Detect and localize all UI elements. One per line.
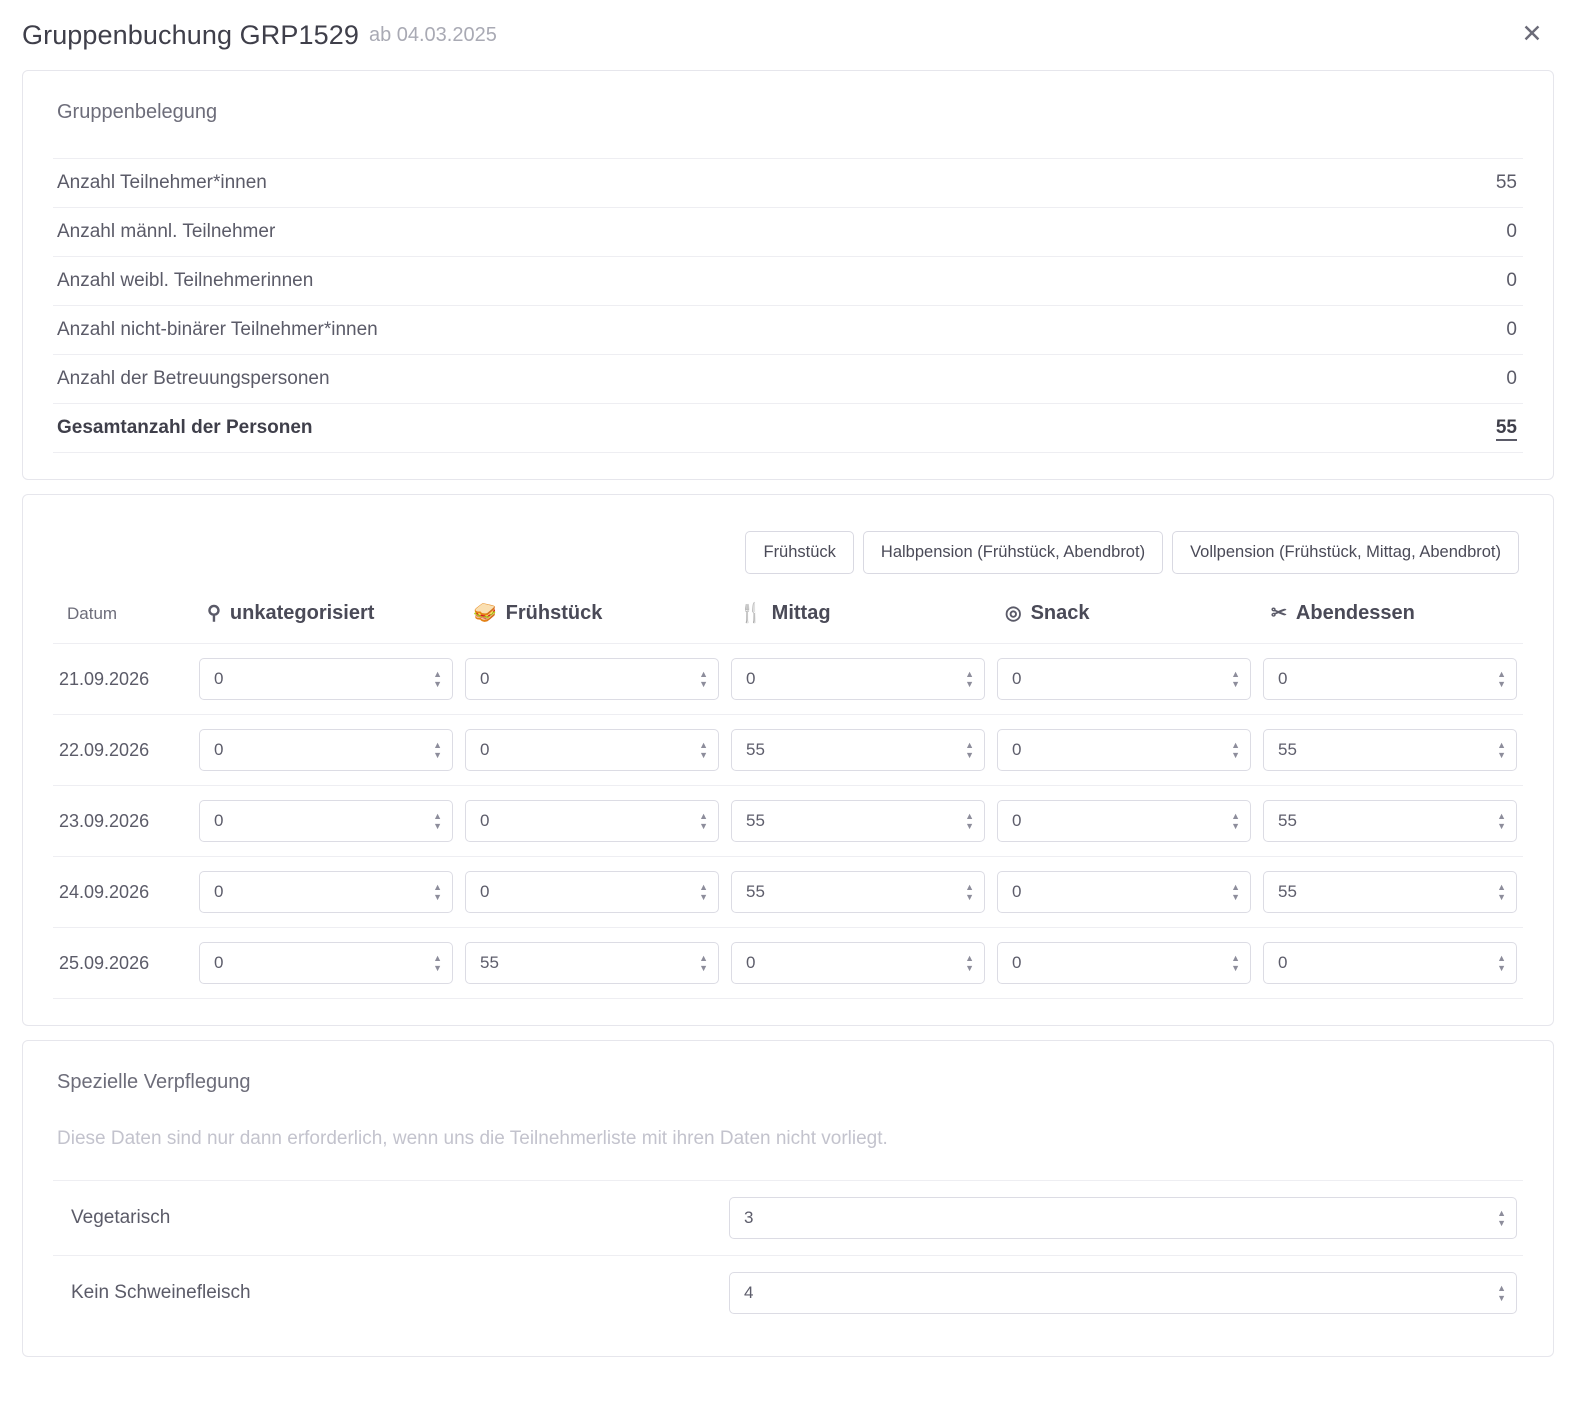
meal-input-2-1[interactable] (465, 800, 719, 842)
occupancy-row (53, 208, 1523, 257)
meal-input-2-4-stepper[interactable] (1497, 812, 1506, 830)
meal-input-3-1[interactable] (465, 871, 719, 913)
chevron-up-icon[interactable]: ▲ (1497, 1283, 1506, 1293)
special-catering-value-cell (723, 1181, 1523, 1256)
chevron-down-icon[interactable]: ▼ (1231, 821, 1240, 831)
meal-cell (459, 715, 725, 786)
meal-cell (991, 786, 1257, 857)
meal-input-3-0[interactable] (199, 871, 453, 913)
meal-input-0-2-input[interactable] (732, 659, 984, 699)
meal-input-3-0-input[interactable] (200, 872, 452, 912)
chevron-down-icon[interactable]: ▼ (699, 963, 708, 973)
chevron-down-icon[interactable]: ▼ (433, 821, 442, 831)
meal-input-1-0-input[interactable] (200, 730, 452, 770)
special-input-1[interactable] (729, 1272, 1517, 1314)
meal-input-0-0-stepper[interactable] (433, 670, 442, 688)
meal-cell (725, 786, 991, 857)
occupancy-row-value: 0 (1396, 306, 1523, 355)
meal-input-2-3[interactable] (997, 800, 1251, 842)
meal-input-2-0-input[interactable] (200, 801, 452, 841)
meal-input-3-3-stepper[interactable] (1231, 883, 1240, 901)
meal-input-1-3-input[interactable] (998, 730, 1250, 770)
meal-input-2-0-stepper[interactable] (433, 812, 442, 830)
column-header-abendessen (1257, 602, 1523, 644)
chevron-down-icon[interactable]: ▼ (1231, 963, 1240, 973)
occupancy-total-row (53, 404, 1523, 453)
chevron-up-icon[interactable]: ▲ (699, 669, 708, 679)
meal-input-3-4-input[interactable] (1264, 872, 1516, 912)
chevron-up-icon[interactable]: ▲ (433, 882, 442, 892)
chevron-down-icon[interactable]: ▼ (965, 750, 974, 760)
meal-cell (193, 786, 459, 857)
meal-input-0-0[interactable] (199, 658, 453, 700)
meal-input-4-0-input[interactable] (200, 943, 452, 983)
table-row (53, 644, 1523, 715)
meal-row-date: 24.09.2026 (53, 857, 193, 928)
meal-cell (1257, 786, 1523, 857)
meal-input-4-4-stepper[interactable] (1497, 954, 1506, 972)
meal-input-0-0-input[interactable] (200, 659, 452, 699)
meal-plan-table (53, 602, 1523, 999)
special-catering-card (22, 1040, 1554, 1357)
meal-cell (1257, 715, 1523, 786)
meal-input-4-0[interactable] (199, 942, 453, 984)
pension-button-fruehstueck[interactable]: Frühstück (745, 531, 853, 574)
meal-input-3-3-input[interactable] (998, 872, 1250, 912)
meal-input-2-3-input[interactable] (998, 801, 1250, 841)
meal-input-3-2-input[interactable] (732, 872, 984, 912)
meal-input-0-1[interactable] (465, 658, 719, 700)
meal-cell (193, 857, 459, 928)
occupancy-row (53, 257, 1523, 306)
chevron-down-icon[interactable]: ▼ (1231, 892, 1240, 902)
chevron-up-icon[interactable]: ▲ (1497, 882, 1506, 892)
meal-cell (991, 857, 1257, 928)
chevron-down-icon[interactable]: ▼ (965, 963, 974, 973)
chevron-up-icon[interactable]: ▲ (1231, 811, 1240, 821)
meal-input-2-2-stepper[interactable] (965, 812, 974, 830)
special-catering-label: Kein Schweinefleisch (53, 1256, 723, 1331)
meal-input-2-1-stepper[interactable] (699, 812, 708, 830)
chevron-down-icon[interactable]: ▼ (1497, 963, 1506, 973)
meal-input-0-2-stepper[interactable] (965, 670, 974, 688)
meal-input-0-4-stepper[interactable] (1497, 670, 1506, 688)
chevron-up-icon[interactable]: ▲ (1497, 811, 1506, 821)
meal-input-1-3[interactable] (997, 729, 1251, 771)
meal-input-1-4[interactable] (1263, 729, 1517, 771)
column-header-fruehstueck (459, 602, 725, 644)
chevron-up-icon[interactable]: ▲ (433, 740, 442, 750)
chevron-up-icon[interactable]: ▲ (965, 669, 974, 679)
meal-input-3-4-stepper[interactable] (1497, 883, 1506, 901)
meal-input-0-1-stepper[interactable] (699, 670, 708, 688)
special-catering-label: Vegetarisch (53, 1181, 723, 1256)
meal-cell (1257, 857, 1523, 928)
meal-input-1-1-input[interactable] (466, 730, 718, 770)
special-catering-note: Diese Daten sind nur dann erforderlich, wenn uns die Teilnehmerliste mit ihren Daten nicht vorliegt. (57, 1128, 888, 1149)
special-input-0-input[interactable] (730, 1198, 1516, 1238)
meal-input-0-4[interactable] (1263, 658, 1517, 700)
meal-input-1-0-stepper[interactable] (433, 741, 442, 759)
chevron-down-icon[interactable]: ▼ (965, 821, 974, 831)
meal-cell (725, 644, 991, 715)
pension-button-halbpension[interactable]: Halbpension (Frühstück, Abendbrot) (863, 531, 1163, 574)
chevron-up-icon[interactable]: ▲ (965, 811, 974, 821)
meal-input-1-2[interactable] (731, 729, 985, 771)
meal-input-4-4[interactable] (1263, 942, 1517, 984)
table-row (53, 786, 1523, 857)
chevron-up-icon[interactable]: ▲ (699, 882, 708, 892)
meal-input-4-0-stepper[interactable] (433, 954, 442, 972)
breakfast-icon: 🥪 (473, 603, 497, 624)
chevron-down-icon[interactable]: ▼ (965, 679, 974, 689)
meal-cell (1257, 928, 1523, 999)
chevron-up-icon[interactable]: ▲ (699, 811, 708, 821)
occupancy-row (53, 159, 1523, 208)
meal-input-0-1-input[interactable] (466, 659, 718, 699)
meal-input-3-4[interactable] (1263, 871, 1517, 913)
column-header-label: Mittag (771, 602, 831, 624)
meal-input-4-1-stepper[interactable] (699, 954, 708, 972)
special-input-0[interactable] (729, 1197, 1517, 1239)
special-catering-row (53, 1256, 1523, 1331)
meal-input-4-3-stepper[interactable] (1231, 954, 1240, 972)
meal-input-0-2[interactable] (731, 658, 985, 700)
chevron-up-icon[interactable]: ▲ (1497, 953, 1506, 963)
chevron-up-icon[interactable]: ▲ (433, 811, 442, 821)
chevron-up-icon[interactable]: ▲ (433, 953, 442, 963)
meal-cell (1257, 644, 1523, 715)
meal-input-2-1-input[interactable] (466, 801, 718, 841)
chevron-down-icon[interactable]: ▼ (699, 892, 708, 902)
table-row (53, 715, 1523, 786)
chevron-down-icon[interactable]: ▼ (433, 963, 442, 973)
chevron-down-icon[interactable]: ▼ (699, 750, 708, 760)
chevron-up-icon[interactable]: ▲ (1231, 740, 1240, 750)
meal-input-0-4-input[interactable] (1264, 659, 1516, 699)
chevron-up-icon[interactable]: ▲ (699, 953, 708, 963)
occupancy-row-value: 55 (1396, 159, 1523, 208)
meal-row-date: 21.09.2026 (53, 644, 193, 715)
chevron-down-icon[interactable]: ▼ (1231, 750, 1240, 760)
meal-input-4-2-input[interactable] (732, 943, 984, 983)
page-subtitle: ab 04.03.2025 (368, 23, 497, 46)
chevron-up-icon[interactable]: ▲ (965, 740, 974, 750)
chevron-down-icon[interactable]: ▼ (1231, 679, 1240, 689)
chevron-down-icon[interactable]: ▼ (433, 679, 442, 689)
meal-cell (725, 928, 991, 999)
occupancy-table (53, 158, 1523, 453)
special-catering-row (53, 1181, 1523, 1256)
chevron-up-icon[interactable]: ▲ (699, 740, 708, 750)
meal-cell (193, 928, 459, 999)
snack-icon: ◎ (1005, 603, 1022, 624)
occupancy-total-number: 55 (1496, 417, 1517, 441)
meal-cell (459, 786, 725, 857)
special-input-1-input[interactable] (730, 1273, 1516, 1313)
meal-input-1-2-stepper[interactable] (965, 741, 974, 759)
occupancy-row-label: Anzahl der Betreuungspersonen (53, 355, 1396, 404)
close-icon[interactable]: ✕ (1516, 18, 1548, 50)
chevron-down-icon[interactable]: ▼ (1497, 892, 1506, 902)
page-title: Gruppenbuchung GRP1529 (22, 19, 359, 50)
column-header-unkategorisiert (193, 602, 459, 644)
meal-input-1-4-input[interactable] (1264, 730, 1516, 770)
meal-input-4-1[interactable] (465, 942, 719, 984)
chevron-down-icon[interactable]: ▼ (433, 892, 442, 902)
lunch-icon: 🍴 (739, 603, 763, 624)
meal-input-0-3[interactable] (997, 658, 1251, 700)
chevron-up-icon[interactable]: ▲ (1231, 882, 1240, 892)
occupancy-row (53, 355, 1523, 404)
pension-button-group (53, 531, 1519, 574)
special-catering-value-cell (723, 1256, 1523, 1331)
chevron-up-icon[interactable]: ▲ (1231, 669, 1240, 679)
meal-cell (193, 644, 459, 715)
meal-row-date: 23.09.2026 (53, 786, 193, 857)
dinner-icon: ✂ (1271, 603, 1287, 624)
meal-input-1-1-stepper[interactable] (699, 741, 708, 759)
meal-input-2-4[interactable] (1263, 800, 1517, 842)
occupancy-row-value: 0 (1396, 257, 1523, 306)
meal-input-2-4-input[interactable] (1264, 801, 1516, 841)
meal-plan-card (22, 494, 1554, 1026)
meal-input-4-4-input[interactable] (1264, 943, 1516, 983)
column-header-snack (991, 602, 1257, 644)
chevron-up-icon[interactable]: ▲ (965, 882, 974, 892)
occupancy-row-label: Anzahl männl. Teilnehmer (53, 208, 1396, 257)
chevron-down-icon[interactable]: ▼ (699, 821, 708, 831)
chevron-down-icon[interactable]: ▼ (699, 679, 708, 689)
meal-input-4-3[interactable] (997, 942, 1251, 984)
meal-cell (991, 715, 1257, 786)
special-catering-heading: Spezielle Verpflegung (57, 1071, 251, 1093)
chevron-down-icon[interactable]: ▼ (1497, 679, 1506, 689)
meal-row-date: 22.09.2026 (53, 715, 193, 786)
occupancy-row (53, 306, 1523, 355)
meal-cell (459, 857, 725, 928)
chevron-up-icon[interactable]: ▲ (965, 953, 974, 963)
meal-input-3-3[interactable] (997, 871, 1251, 913)
meal-input-4-2[interactable] (731, 942, 985, 984)
meal-input-4-3-input[interactable] (998, 943, 1250, 983)
meal-input-2-3-stepper[interactable] (1231, 812, 1240, 830)
meal-input-3-2[interactable] (731, 871, 985, 913)
pension-button-vollpension[interactable]: Vollpension (Frühstück, Mittag, Abendbrot) (1172, 531, 1519, 574)
chevron-down-icon[interactable]: ▼ (1497, 1218, 1506, 1228)
chevron-down-icon[interactable]: ▼ (1497, 750, 1506, 760)
meal-input-3-1-stepper[interactable] (699, 883, 708, 901)
occupancy-total-value (1396, 404, 1523, 453)
occupancy-row-label: Anzahl nicht-binärer Teilnehmer*innen (53, 306, 1396, 355)
meal-cell (459, 928, 725, 999)
column-header-label: Frühstück (505, 602, 603, 624)
meal-input-3-2-stepper[interactable] (965, 883, 974, 901)
special-input-0-stepper[interactable] (1497, 1209, 1506, 1227)
meal-input-3-0-stepper[interactable] (433, 883, 442, 901)
occupancy-card (22, 70, 1554, 480)
meal-input-2-2-input[interactable] (732, 801, 984, 841)
occupancy-row-label: Anzahl Teilnehmer*innen (53, 159, 1396, 208)
occupancy-row-value: 0 (1396, 208, 1523, 257)
column-header-mittag (725, 602, 991, 644)
chevron-up-icon[interactable]: ▲ (1497, 1208, 1506, 1218)
chevron-up-icon[interactable]: ▲ (433, 669, 442, 679)
chevron-up-icon[interactable]: ▲ (1497, 740, 1506, 750)
chevron-down-icon[interactable]: ▼ (1497, 821, 1506, 831)
meal-input-2-0[interactable] (199, 800, 453, 842)
chevron-up-icon[interactable]: ▲ (1231, 953, 1240, 963)
meal-cell (725, 857, 991, 928)
meal-input-4-2-stepper[interactable] (965, 954, 974, 972)
meal-cell (459, 644, 725, 715)
chevron-down-icon[interactable]: ▼ (965, 892, 974, 902)
meal-input-1-1[interactable] (465, 729, 719, 771)
meal-input-1-2-input[interactable] (732, 730, 984, 770)
question-mark-icon: ⚲ (207, 603, 221, 624)
modal-header (0, 0, 1576, 70)
meal-input-1-4-stepper[interactable] (1497, 741, 1506, 759)
chevron-up-icon[interactable]: ▲ (1497, 669, 1506, 679)
meal-cell (725, 715, 991, 786)
column-header-label: unkategorisiert (229, 602, 375, 624)
column-header-label: Abendessen (1295, 602, 1415, 624)
occupancy-total-label: Gesamtanzahl der Personen (53, 404, 1396, 453)
meal-cell (991, 644, 1257, 715)
meal-input-1-3-stepper[interactable] (1231, 741, 1240, 759)
meal-row-date: 25.09.2026 (53, 928, 193, 999)
meal-input-0-3-stepper[interactable] (1231, 670, 1240, 688)
chevron-down-icon[interactable]: ▼ (433, 750, 442, 760)
table-row (53, 857, 1523, 928)
meal-input-4-1-input[interactable] (466, 943, 718, 983)
occupancy-heading: Gruppenbelegung (57, 101, 218, 123)
meal-input-0-3-input[interactable] (998, 659, 1250, 699)
special-catering-table (53, 1180, 1523, 1330)
meal-input-2-2[interactable] (731, 800, 985, 842)
special-input-1-stepper[interactable] (1497, 1284, 1506, 1302)
meal-input-1-0[interactable] (199, 729, 453, 771)
meal-cell (991, 928, 1257, 999)
meal-input-3-1-input[interactable] (466, 872, 718, 912)
occupancy-row-value: 0 (1396, 355, 1523, 404)
meal-cell (193, 715, 459, 786)
table-row (53, 928, 1523, 999)
chevron-down-icon[interactable]: ▼ (1497, 1293, 1506, 1303)
column-header-date: Datum (67, 603, 118, 623)
occupancy-row-label: Anzahl weibl. Teilnehmerinnen (53, 257, 1396, 306)
column-header-label: Snack (1030, 602, 1090, 624)
meal-table-header-row (53, 602, 1523, 644)
